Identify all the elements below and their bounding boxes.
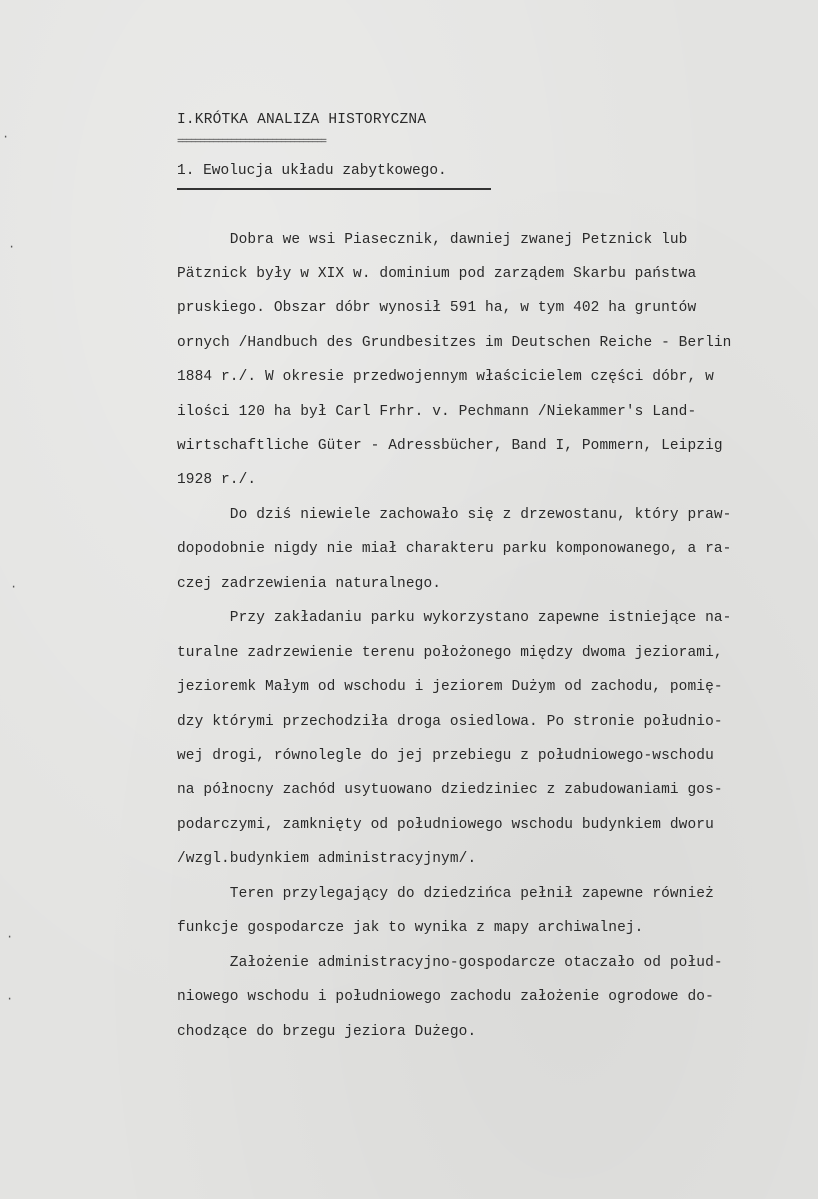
text-line: jezioremk Małym od wschodu i jeziorem Dużym od zachodu, pomię- bbox=[177, 679, 723, 695]
text-line: chodzące do brzegu jeziora Dużego. bbox=[177, 1024, 477, 1040]
text-line: dzy którymi przechodziła droga osiedlowa. Po stronie południo- bbox=[177, 714, 723, 730]
text-line: czej zadrzewienia naturalnego. bbox=[177, 576, 442, 592]
subsection-underline bbox=[177, 188, 491, 190]
margin-speck: · bbox=[10, 580, 18, 594]
text-line: Teren przylegający do dziedzińca pełnił zapewne również bbox=[177, 886, 714, 902]
margin-speck: · bbox=[6, 992, 14, 1006]
margin-speck: · bbox=[6, 930, 14, 944]
text-line: niowego wschodu i południowego zachodu założenie ogrodowe do- bbox=[177, 989, 714, 1005]
text-line: Pätznick były w XIX w. dominium pod zarządem Skarbu państwa bbox=[177, 266, 697, 282]
section-heading: I.KRÓTKA ANALIZA HISTORYCZNA bbox=[177, 112, 427, 128]
text-line: /wzgl.budynkiem administracyjnym/. bbox=[177, 851, 477, 867]
text-line: 1928 r./. bbox=[177, 472, 257, 488]
margin-speck: · bbox=[2, 130, 10, 144]
text-line: 1884 r./. W okresie przedwojennym właścicielem części dóbr, w bbox=[177, 369, 714, 385]
text-line: Przy zakładaniu parku wykorzystano zapewne istniejące na- bbox=[177, 610, 732, 626]
text-line: ilości 120 ha był Carl Frhr. v. Pechmann /Niekammer's Land- bbox=[177, 404, 697, 420]
text-line: ornych /Handbuch des Grundbesitzes im Deutschen Reiche - Berlin bbox=[177, 335, 732, 351]
text-line: podarczymi, zamknięty od południowego wschodu budynkiem dworu bbox=[177, 817, 714, 833]
text-line: Dobra we wsi Piasecznik, dawniej zwanej Petznick lub bbox=[177, 232, 688, 248]
text-line: funkcje gospodarcze jak to wynika z mapy archiwalnej. bbox=[177, 920, 644, 936]
text-line: Do dziś niewiele zachowało się z drzewostanu, który praw- bbox=[177, 507, 732, 523]
text-line: na północny zachód usytuowano dziedziniec z zabudowaniami gos- bbox=[177, 782, 723, 798]
text-line: turalne zadrzewienie terenu położonego między dwoma jeziorami, bbox=[177, 645, 723, 661]
subsection-heading: 1. Ewolucja układu zabytkowego. bbox=[177, 163, 447, 179]
text-line: Założenie administracyjno-gospodarcze otaczało od połud- bbox=[177, 955, 723, 971]
heading-double-underline: ================================= bbox=[177, 137, 326, 148]
text-line: wej drogi, równolegle do jej przebiegu z południowego-wschodu bbox=[177, 748, 714, 764]
text-line: pruskiego. Obszar dóbr wynosił 591 ha, w tym 402 ha gruntów bbox=[177, 300, 697, 316]
text-line: dopodobnie nigdy nie miał charakteru parku komponowanego, a ra- bbox=[177, 541, 732, 557]
margin-speck: · bbox=[8, 240, 16, 254]
text-line: wirtschaftliche Güter - Adressbücher, Band I, Pommern, Leipzig bbox=[177, 438, 723, 454]
